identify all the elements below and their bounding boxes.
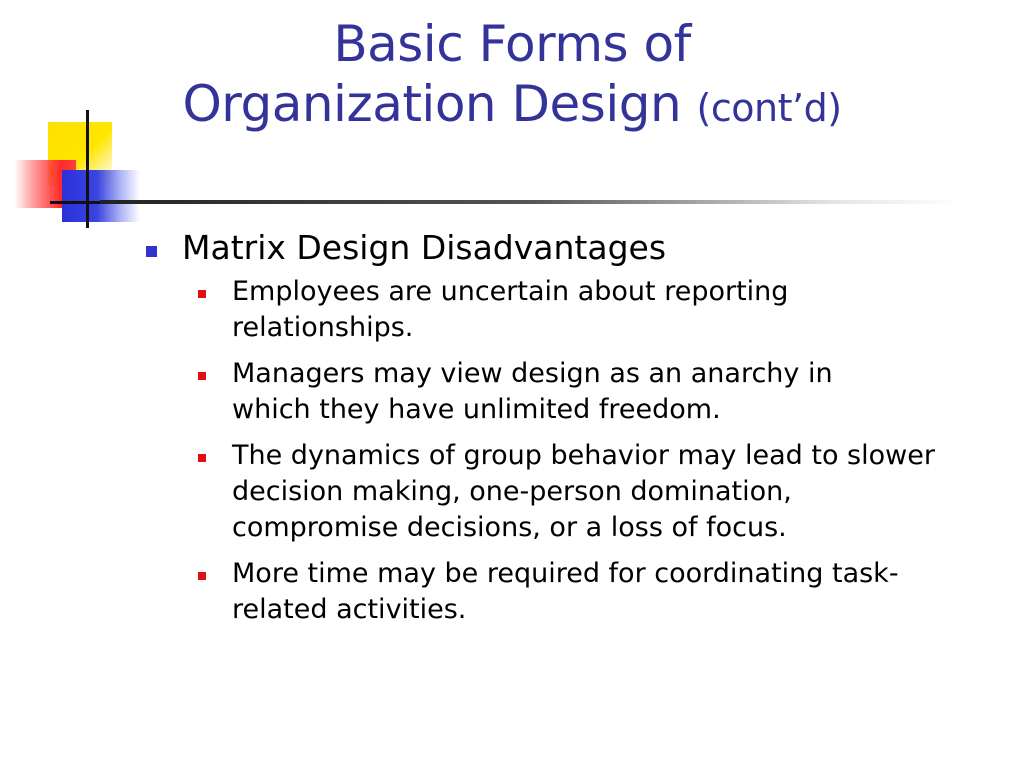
title-divider-rule — [100, 200, 960, 204]
sub-bullet-text: Managers may view design as an anarchy in which they have unlimited freedom. — [232, 358, 833, 425]
square-bullet-icon — [198, 454, 206, 462]
slide-body — [140, 228, 1000, 638]
sub-bullet-text: The dynamics of group behavior may lead to slower decision making, one-person domination, compromise decisions, or a loss of focus. — [232, 440, 935, 543]
decorative-squares-graphic — [0, 0, 160, 240]
vertical-line — [86, 110, 89, 228]
sub-bullet-item — [194, 438, 962, 546]
sub-bullet-item — [194, 356, 902, 428]
sub-bullet-list — [140, 274, 1000, 628]
sub-bullet-text: More time may be required for coordinating task-related activities. — [232, 558, 899, 625]
square-bullet-icon — [198, 290, 206, 298]
title-line-2-main: Organization Design — [182, 75, 682, 133]
square-bullet-icon — [198, 572, 206, 580]
sub-bullet-item — [194, 556, 932, 628]
sub-bullet-text: Employees are uncertain about reporting relationships. — [232, 276, 789, 343]
title-line-2 — [140, 74, 884, 138]
bullet-heading: Matrix Design Disadvantages — [182, 228, 667, 267]
square-bullet-icon — [198, 372, 206, 380]
bullet-level1 — [140, 228, 1000, 268]
blue-square — [62, 170, 140, 222]
title-line-1: Basic Forms of — [333, 15, 691, 73]
title-suffix: (cont’d) — [696, 86, 842, 130]
square-bullet-icon — [146, 246, 157, 257]
sub-bullet-item — [194, 274, 902, 346]
slide-title — [140, 14, 884, 138]
